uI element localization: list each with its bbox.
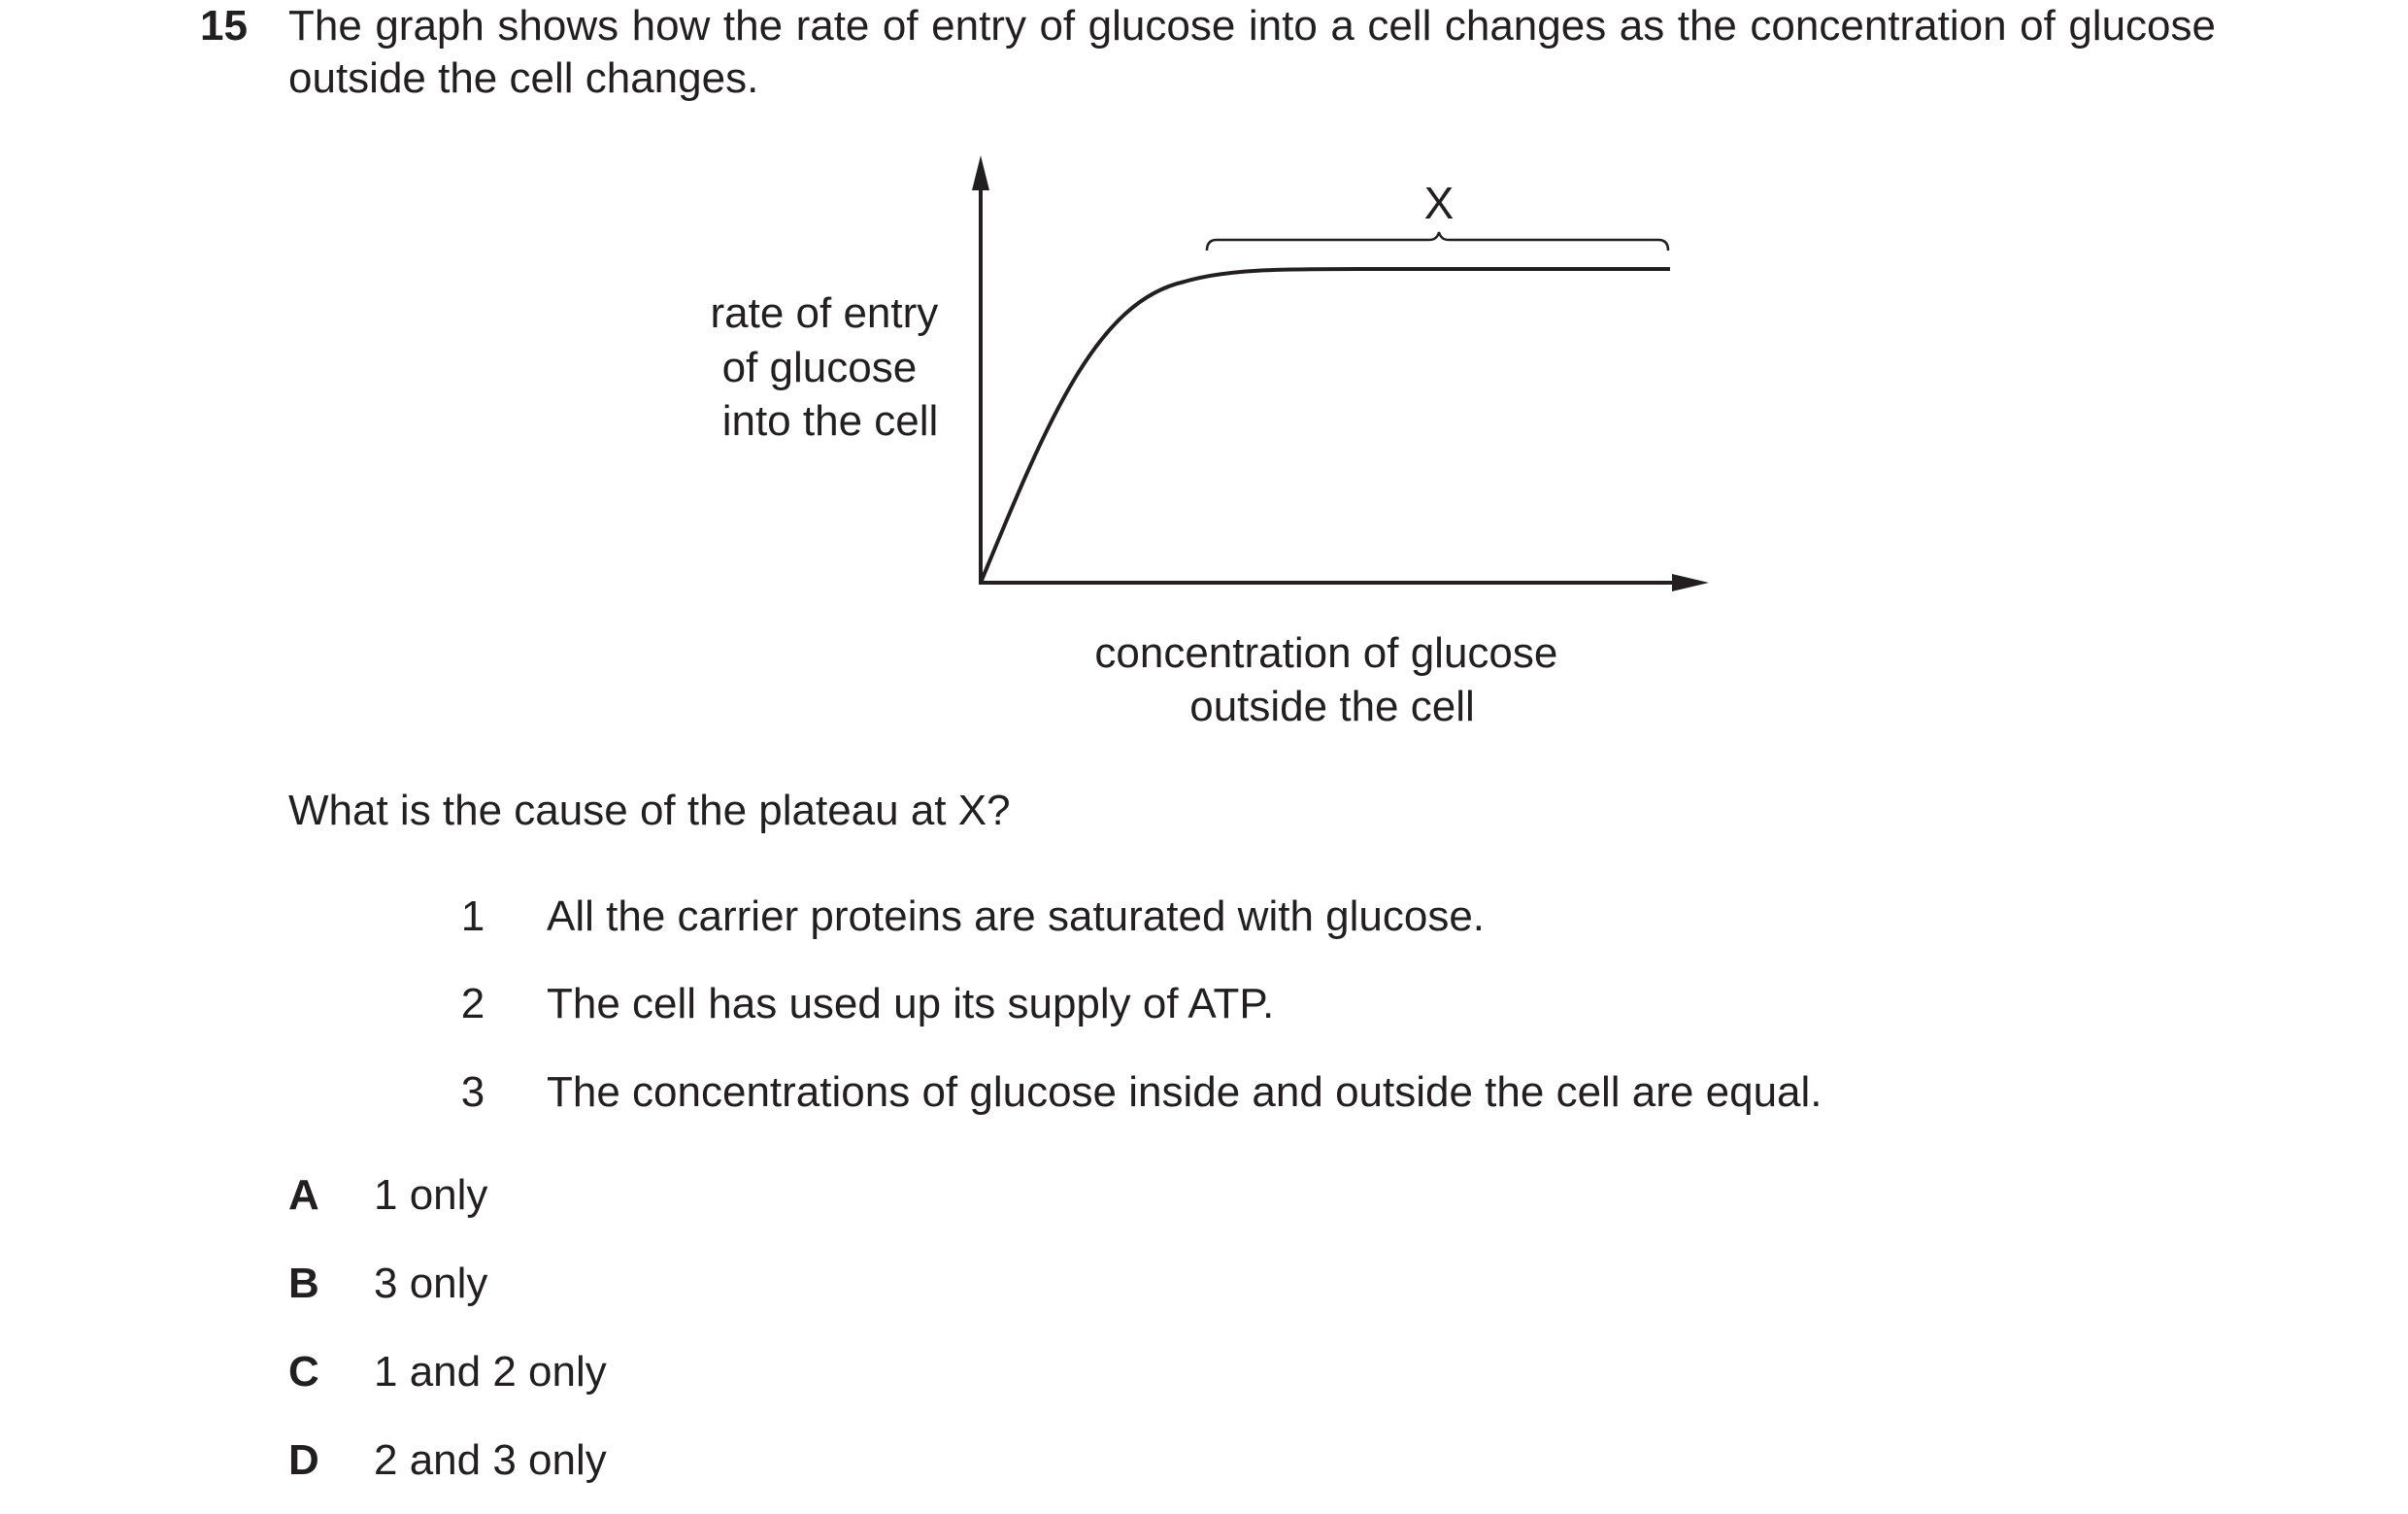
statement-number: 1 [460,892,485,940]
option-text: 1 only [374,1171,488,1219]
statement-number: 3 [460,1068,485,1116]
question-number: 15 [200,2,248,50]
option-letter: A [288,1171,319,1219]
option-text: 3 only [374,1260,488,1307]
plateau-label: X [1423,178,1455,228]
option-text: 2 and 3 only [374,1436,607,1484]
y-axis-label [710,289,950,445]
y-axis-label-line: into the cell [721,397,939,445]
statement-number: 2 [460,980,485,1027]
x-axis-label-line: concentration of glucose [1094,629,1558,677]
question-stem: The graph shows how the rate of entry of glucose into a cell changes as the concentration of glucose outside the cell changes. [288,2,2216,102]
statement-text: The cell has used up its supply of ATP. [547,980,1275,1027]
option-text: 1 and 2 only [374,1348,607,1396]
option-letter: B [288,1260,319,1307]
y-axis-arrowhead [972,155,989,190]
y-axis-label-line: rate of entry [710,289,939,337]
x-axis-arrowhead [1672,574,1709,591]
option-letter: D [288,1436,319,1484]
x-axis-label-line: outside the cell [1189,683,1475,730]
option-letter: C [288,1348,319,1396]
x-axis-label [1094,629,1569,730]
rate-curve [981,269,1670,583]
statement-text: All the carrier proteins are saturated with glucose. [547,892,1486,940]
y-axis-label-line: of glucose [721,344,918,391]
plateau-brace [1207,232,1668,251]
question-prompt: What is the cause of the plateau at X? [288,787,1011,834]
statement-text: The concentrations of glucose inside and outside the cell are equal. [547,1068,1823,1116]
